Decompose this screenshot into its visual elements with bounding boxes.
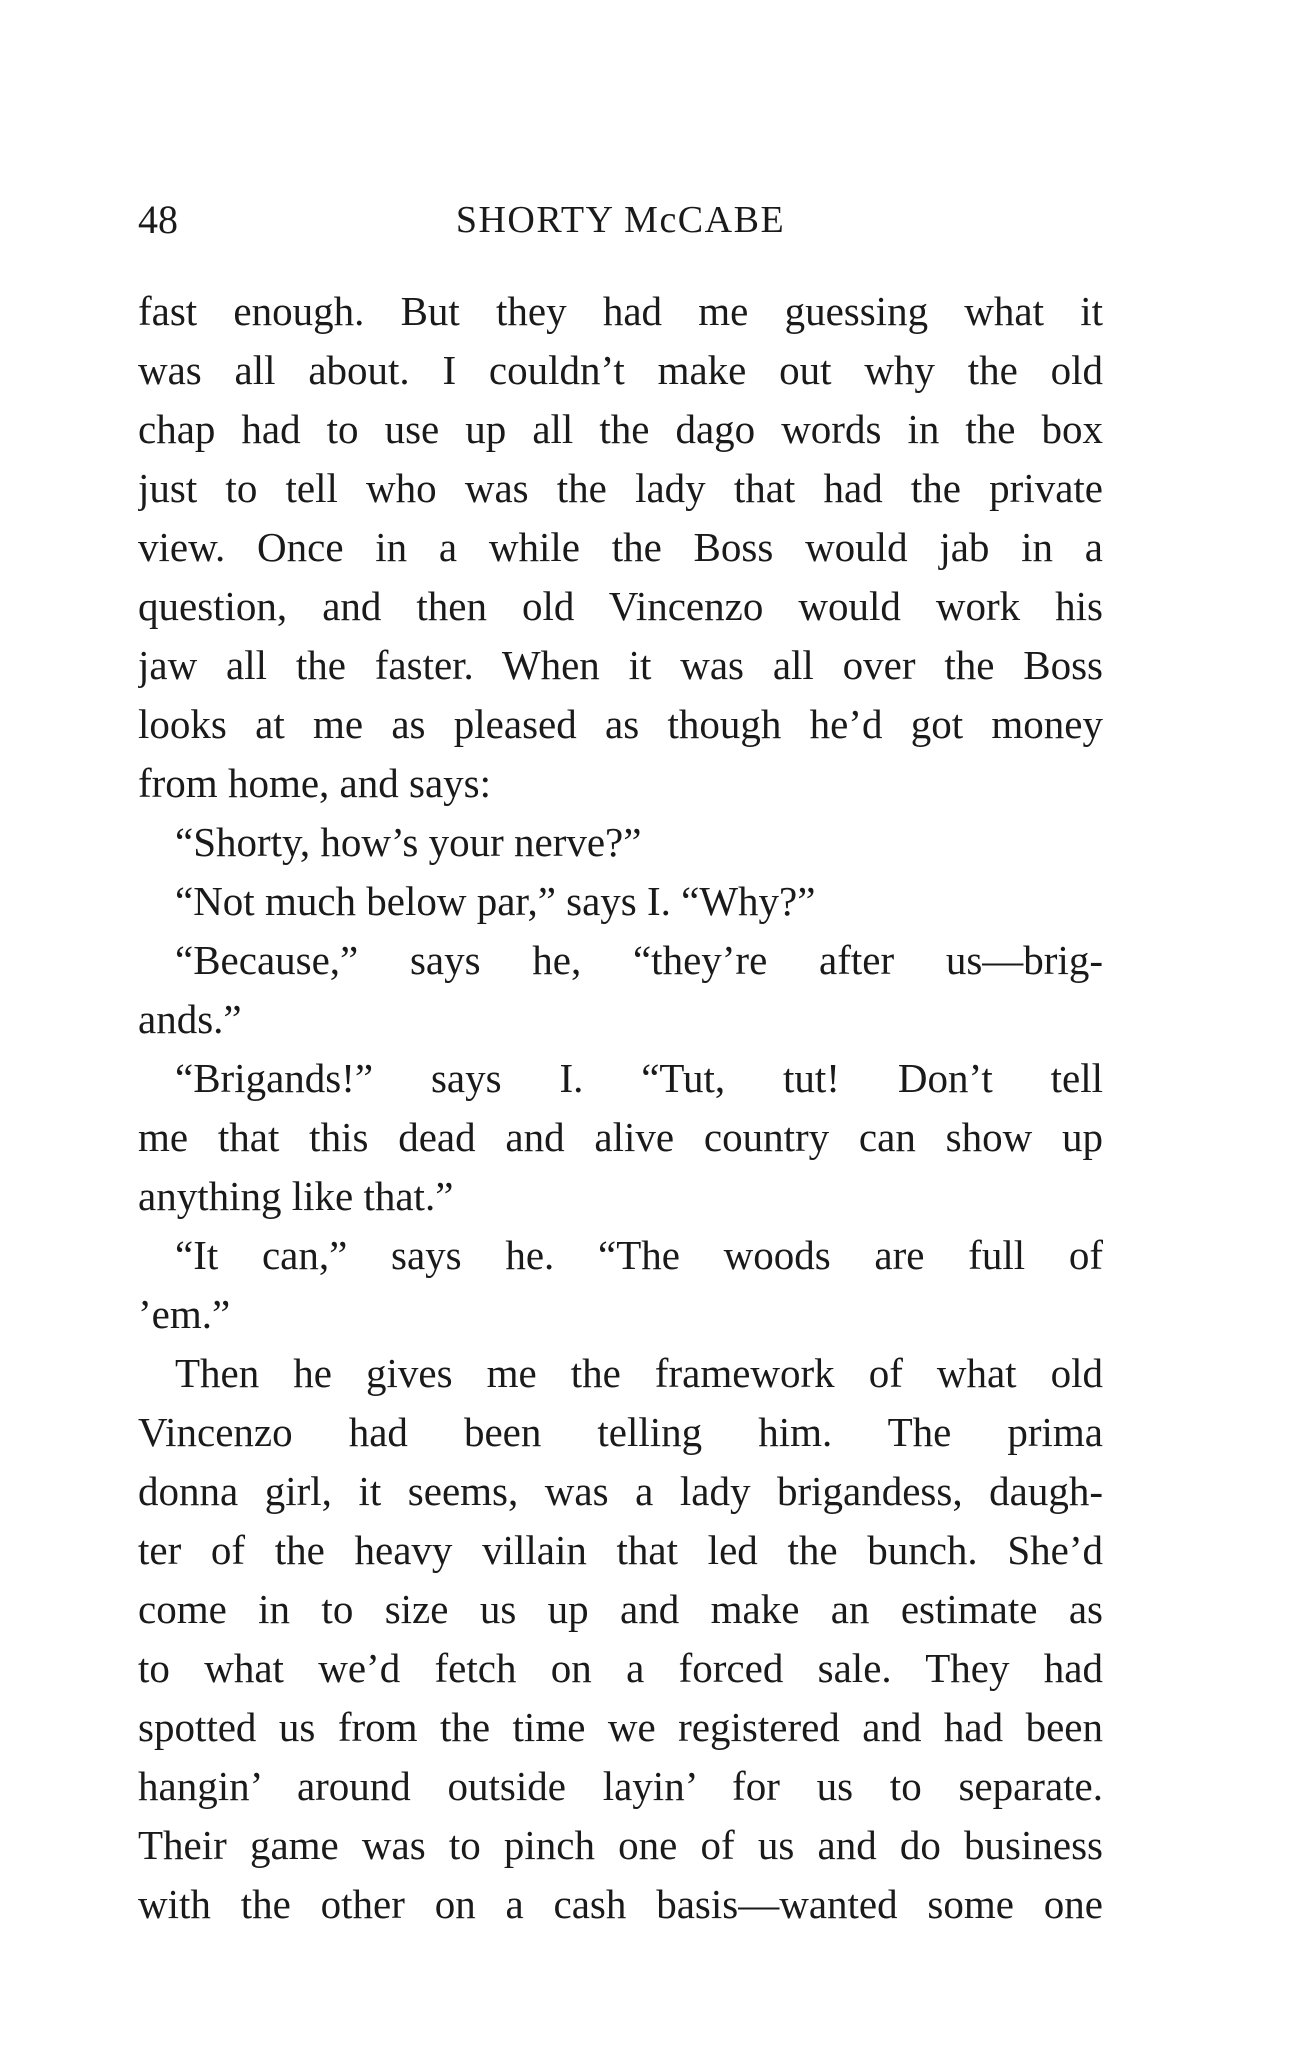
page-number: 48 [138,197,178,242]
text-line: jaw all the faster. When it was all over the Boss [138,642,1103,688]
text-line: to what we’d fetch on a forced sale. They had [138,1645,1103,1691]
body-text [138,282,1103,1934]
dialogue-line: “Because,” says he, “they’re after us—brig- [175,937,1103,983]
paragraph-line: Then he gives me the framework of what old [175,1350,1103,1396]
text-line: ’em.” [138,1291,231,1337]
text-line: come in to size us up and make an estimate as [138,1586,1103,1632]
text-line: ter of the heavy villain that led the bunch. She’d [138,1527,1103,1573]
text-line: looks at me as pleased as though he’d got money [138,701,1103,747]
text-line: fast enough. But they had me guessing what it [138,288,1103,334]
text-line: was all about. I couldn’t make out why the old [138,347,1103,393]
running-head [138,192,1103,248]
text-line: question, and then old Vincenzo would work his [138,583,1103,629]
dialogue-line: “Shorty, how’s your nerve?” [175,819,642,865]
text-line: hangin’ around outside layin’ for us to separate. [138,1763,1103,1809]
text-line: with the other on a cash basis—wanted some one [138,1881,1103,1927]
text-line: Vincenzo had been telling him. The prima [138,1409,1103,1455]
text-line: anything like that.” [138,1173,454,1219]
text-line: Their game was to pinch one of us and do business [138,1822,1103,1868]
text-line: chap had to use up all the dago words in the box [138,406,1103,452]
text-line: from home, and says: [138,760,491,806]
text-line: donna girl, it seems, was a lady brigandess, daugh- [138,1468,1103,1514]
text-line: just to tell who was the lady that had the private [138,465,1103,511]
dialogue-line: “Brigands!” says I. “Tut, tut! Don’t tell [175,1055,1103,1101]
dialogue-line: “Not much below par,” says I. “Why?” [175,878,816,924]
dialogue-line: “It can,” says he. “The woods are full of [175,1232,1103,1278]
text-line: me that this dead and alive country can show up [138,1114,1103,1160]
running-title: SHORTY McCABE [455,199,786,241]
text-line: spotted us from the time we registered and had been [138,1704,1103,1750]
text-line: view. Once in a while the Boss would jab in a [138,524,1103,570]
text-line: ands.” [138,996,242,1042]
